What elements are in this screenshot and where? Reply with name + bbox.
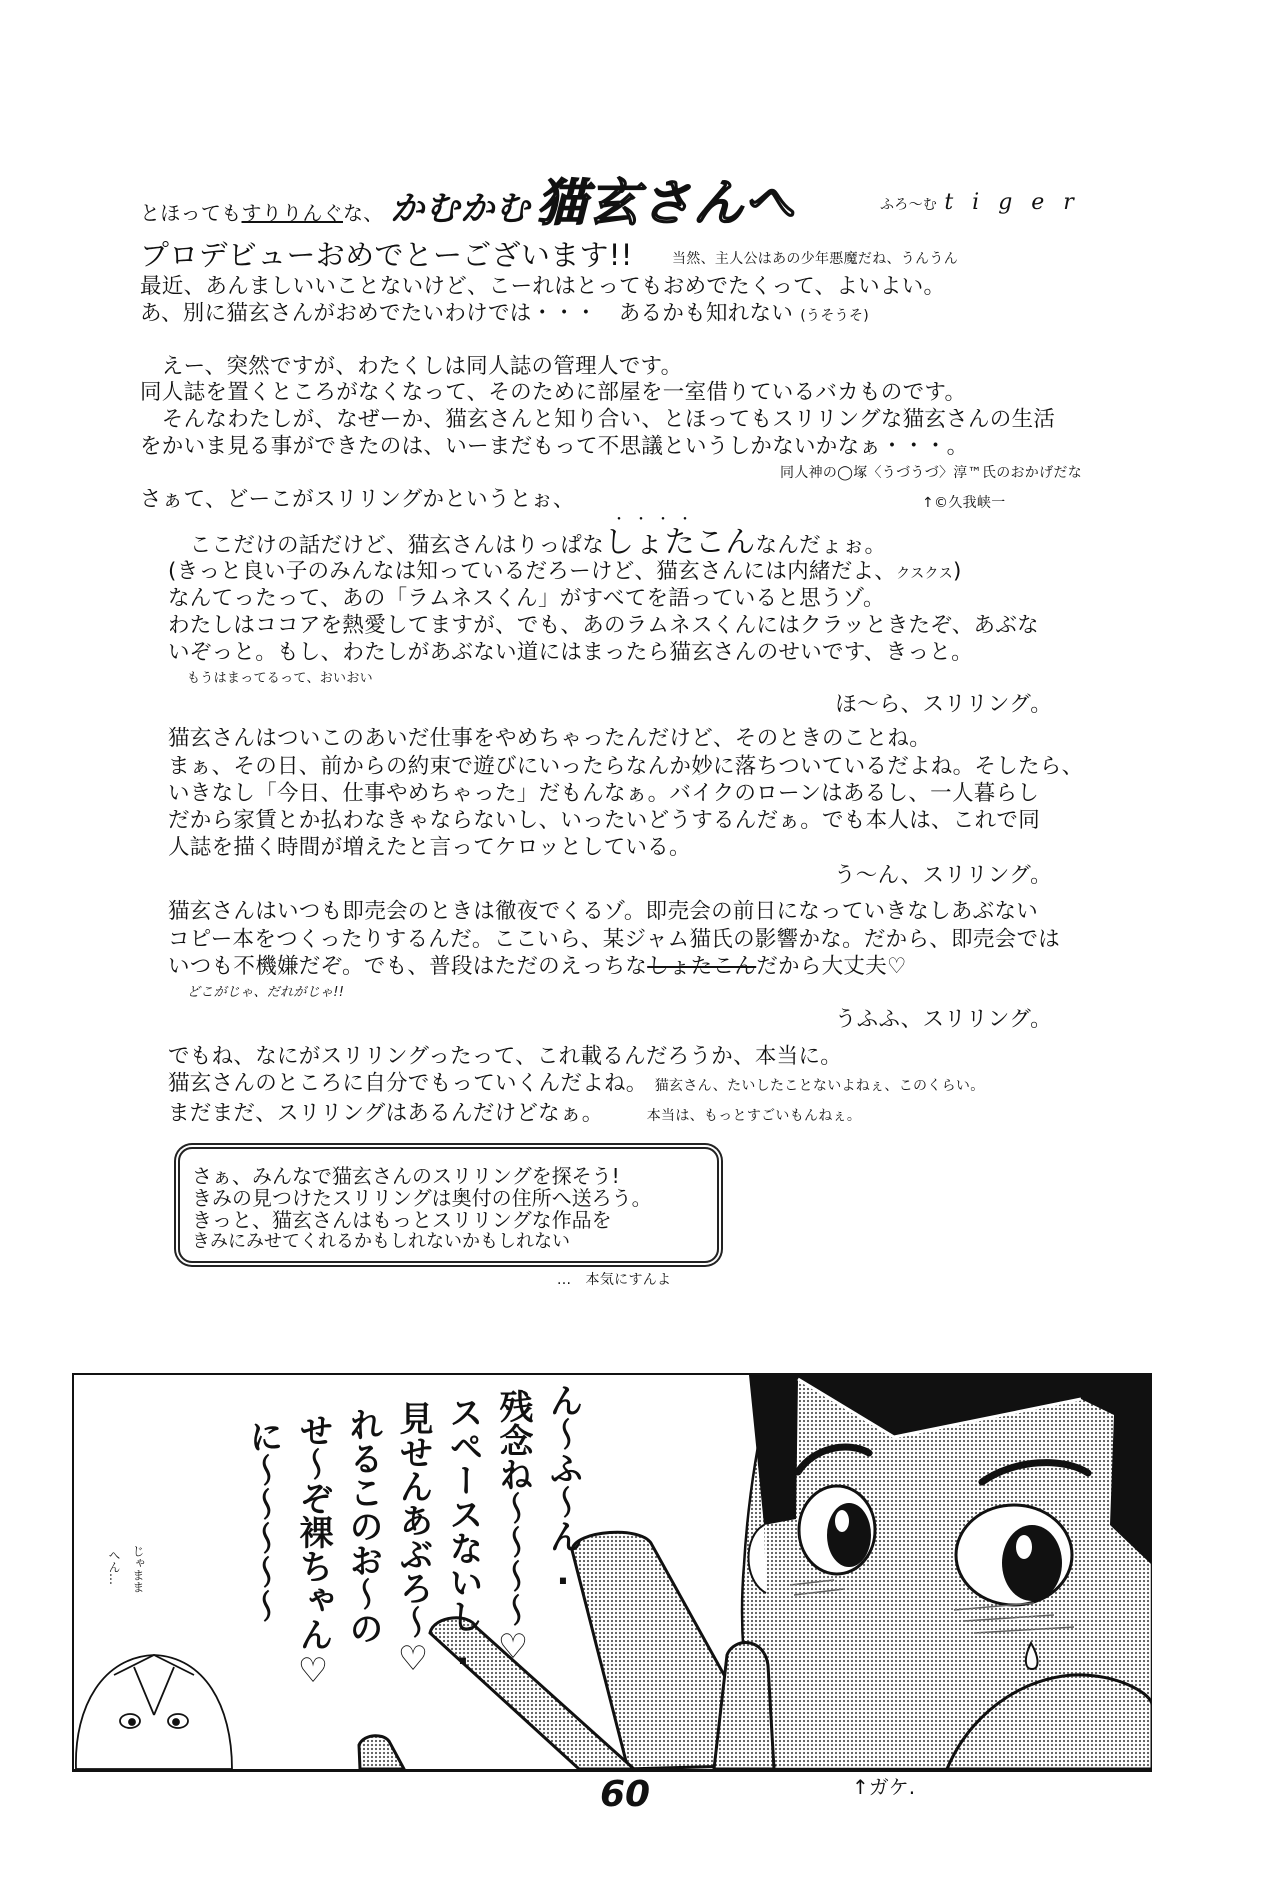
headline: プロデビューおめでとーございます!! [140, 238, 633, 272]
paragraph-line: だから家賃とか払わなきゃならないし、いったいどうするんだぁ。でも本人は、これで同 [168, 808, 1041, 833]
paragraph-line: なんてったって、あの「ラムネスくん」がすべてを語っていると思うゾ。 [168, 586, 885, 611]
dedication-lead: とほっても [140, 201, 242, 225]
paragraph-text: まだまだ、スリリングはあるんだけどなぁ。 [168, 1101, 604, 1126]
congrats-line [140, 301, 869, 329]
side-note: 同人神の◯塚〈うづうづ〉淳™氏のおかげだな [780, 465, 1082, 481]
from-name: t i g e r [944, 190, 1080, 215]
paragraph-text: なんだょぉ。 [755, 533, 887, 558]
paragraph-line: でもね、なにがスリリングったって、これ載るんだろうか、本当に。 [168, 1044, 843, 1069]
dedication-underlined: すりりんぐ [241, 201, 343, 225]
paragraph-line: いぞっと。もし、わたしがあぶない道にはまったら猫玄さんのせいです、きっと。 [168, 640, 973, 665]
paragraph-line: コピー本をつくったりするんだ。ここいら、某ジャム猫氏の影響かな。だから、即売会では [168, 927, 1061, 952]
paragraph-line: まぁ、その日、前からの約束で遊びにいったらなんか妙に落ちついているだよね。そしたら、 [168, 754, 1084, 779]
refrain: うふふ、スリリング。 [834, 1007, 1052, 1032]
paragraph-line [168, 954, 907, 980]
comic-panel [72, 1373, 1152, 1772]
paragraph-line [168, 527, 886, 561]
paragraph-line: 猫玄さんはついこのあいだ仕事をやめちゃったんだけど、そのときのことね。 [168, 726, 932, 751]
paragraph-text: ) [953, 559, 962, 584]
from-line [880, 190, 1080, 218]
paragraph-line [168, 1101, 861, 1129]
paragraph-line: わたしはココアを熱愛してますが、でも、あのラムネスくんにはクラッときたぞ、あぶな [168, 613, 1039, 638]
from-label: ふろ〜む [880, 197, 938, 213]
callout-line: きみの見つけたスリリングは奥付の住所へ送ろう。 [192, 1186, 652, 1210]
page-number: 60 [600, 1774, 651, 1815]
paragraph-text: (きっと良い子のみんなは知っているだろーけど、猫玄さんには内緒だよ、 [168, 559, 897, 584]
speech-column: スペースないし. [443, 1395, 483, 1673]
speech-column: 見せんあぶろ〜♡ [393, 1401, 433, 1679]
aside-text: クスクス [896, 566, 954, 582]
struck-word: しょたこん [647, 954, 757, 979]
paragraph-line: えー、突然ですが、わたくしは同人誌の管理人です。 [140, 354, 683, 379]
speech-column: に〜〜〜〜〜 [243, 1419, 283, 1623]
speech-column: せ〜ぞ裸ちゃん♡ [293, 1413, 333, 1691]
paragraph-line: いきなし「今日、仕事やめちゃった」だもんなぁ。バイクのローンはあるし、一人暮らし [168, 781, 1040, 806]
small-character [76, 1655, 232, 1769]
aside-text: 猫玄さん、たいしたことないよねぇ、このくらい。 [654, 1078, 985, 1094]
side-note: どこがじゃ、だれがじゃ!! [187, 985, 345, 1000]
callout-line: きっと、猫玄さんはもっとスリリングな作品を [192, 1208, 612, 1232]
credit-note: ↑©久我峡一 [922, 495, 1006, 511]
comic-illustration [74, 1375, 1152, 1769]
aside-text: 本当は、もっとすごいもんねぇ。 [646, 1108, 862, 1124]
refrain: ほ〜ら、スリリング。 [835, 692, 1052, 717]
paragraph-text: 猫玄さんのところに自分でもっていくんだよね。 [168, 1071, 648, 1096]
paragraph-line: 猫玄さんはいつも即売会のときは徹夜でくるゾ。即売会の前日になっていきなしあぶない [168, 899, 1039, 924]
speech-column: れるこのお〜の [343, 1407, 383, 1645]
character-aside: へん… [107, 1549, 121, 1585]
paragraph-text: いつも不機嫌だぞ。でも、普段はただのえっちな [168, 954, 648, 979]
emphasis-dots: ・・・・ [612, 512, 700, 528]
paragraph-text: ここだけの話だけど、猫玄さんはりっぱな [168, 533, 605, 558]
callout-line: きみにみせてくれるかもしれないかもしれない [192, 1231, 570, 1252]
refrain: う〜ん、スリリング。 [833, 863, 1052, 888]
speech-column: ん〜ふ〜ん. [543, 1383, 583, 1593]
emphasized-word: しょたこん [604, 525, 756, 560]
cliff-note: ↑ガケ. [852, 1775, 916, 1799]
congrats-aside: (うそうそ) [800, 308, 870, 324]
dedication-lead-end: な、 [343, 201, 384, 225]
title-kamukamu: かむかむ [390, 189, 531, 229]
congrats-line-text: あ、別に猫玄さんがおめでたいわけでは・・・ あるかも知れない [140, 301, 794, 326]
paragraph-line: さぁて、どーこがスリリングかというとぉ、 [140, 487, 575, 512]
paragraph-text: だから大丈夫♡ [756, 954, 907, 979]
callout-after-note: ... 本気にすんよ [557, 1272, 672, 1288]
paragraph-line [168, 1071, 985, 1099]
callout-box [178, 1147, 719, 1263]
callout-line: さぁ、みんなで猫玄さんのスリリングを探そう! [192, 1164, 620, 1188]
paragraph-line: そんなわたしが、なぜーか、猫玄さんと知り合い、とほってもスリリングな猫玄さんの生活 [140, 407, 1056, 432]
paragraph-line: をかいま見る事ができたのは、いーまだもって不思議というしかないかなぁ・・・。 [140, 434, 969, 459]
character-aside: じゃまま [131, 1545, 145, 1593]
dedication-title [140, 174, 796, 238]
paragraph-line: 人誌を描く時間が増えたと言ってケロッとしている。 [168, 835, 691, 860]
title-recipient: 猫玄さんへ [536, 174, 796, 232]
side-note: もうはまってるって、おいおい [187, 671, 373, 686]
speech-column: 残念ね〜〜〜〜♡ [493, 1389, 533, 1667]
congrats-line: 最近、あんましいいことないけど、こーれはとってもおめでたくって、よいよい。 [140, 274, 946, 299]
headline-aside: 当然、主人公はあの少年悪魔だね、うんうん [672, 251, 958, 267]
paragraph-line: 同人誌を置くところがなくなって、そのために部屋を一室借りているバカものです。 [140, 380, 967, 405]
paragraph-line [168, 559, 962, 587]
